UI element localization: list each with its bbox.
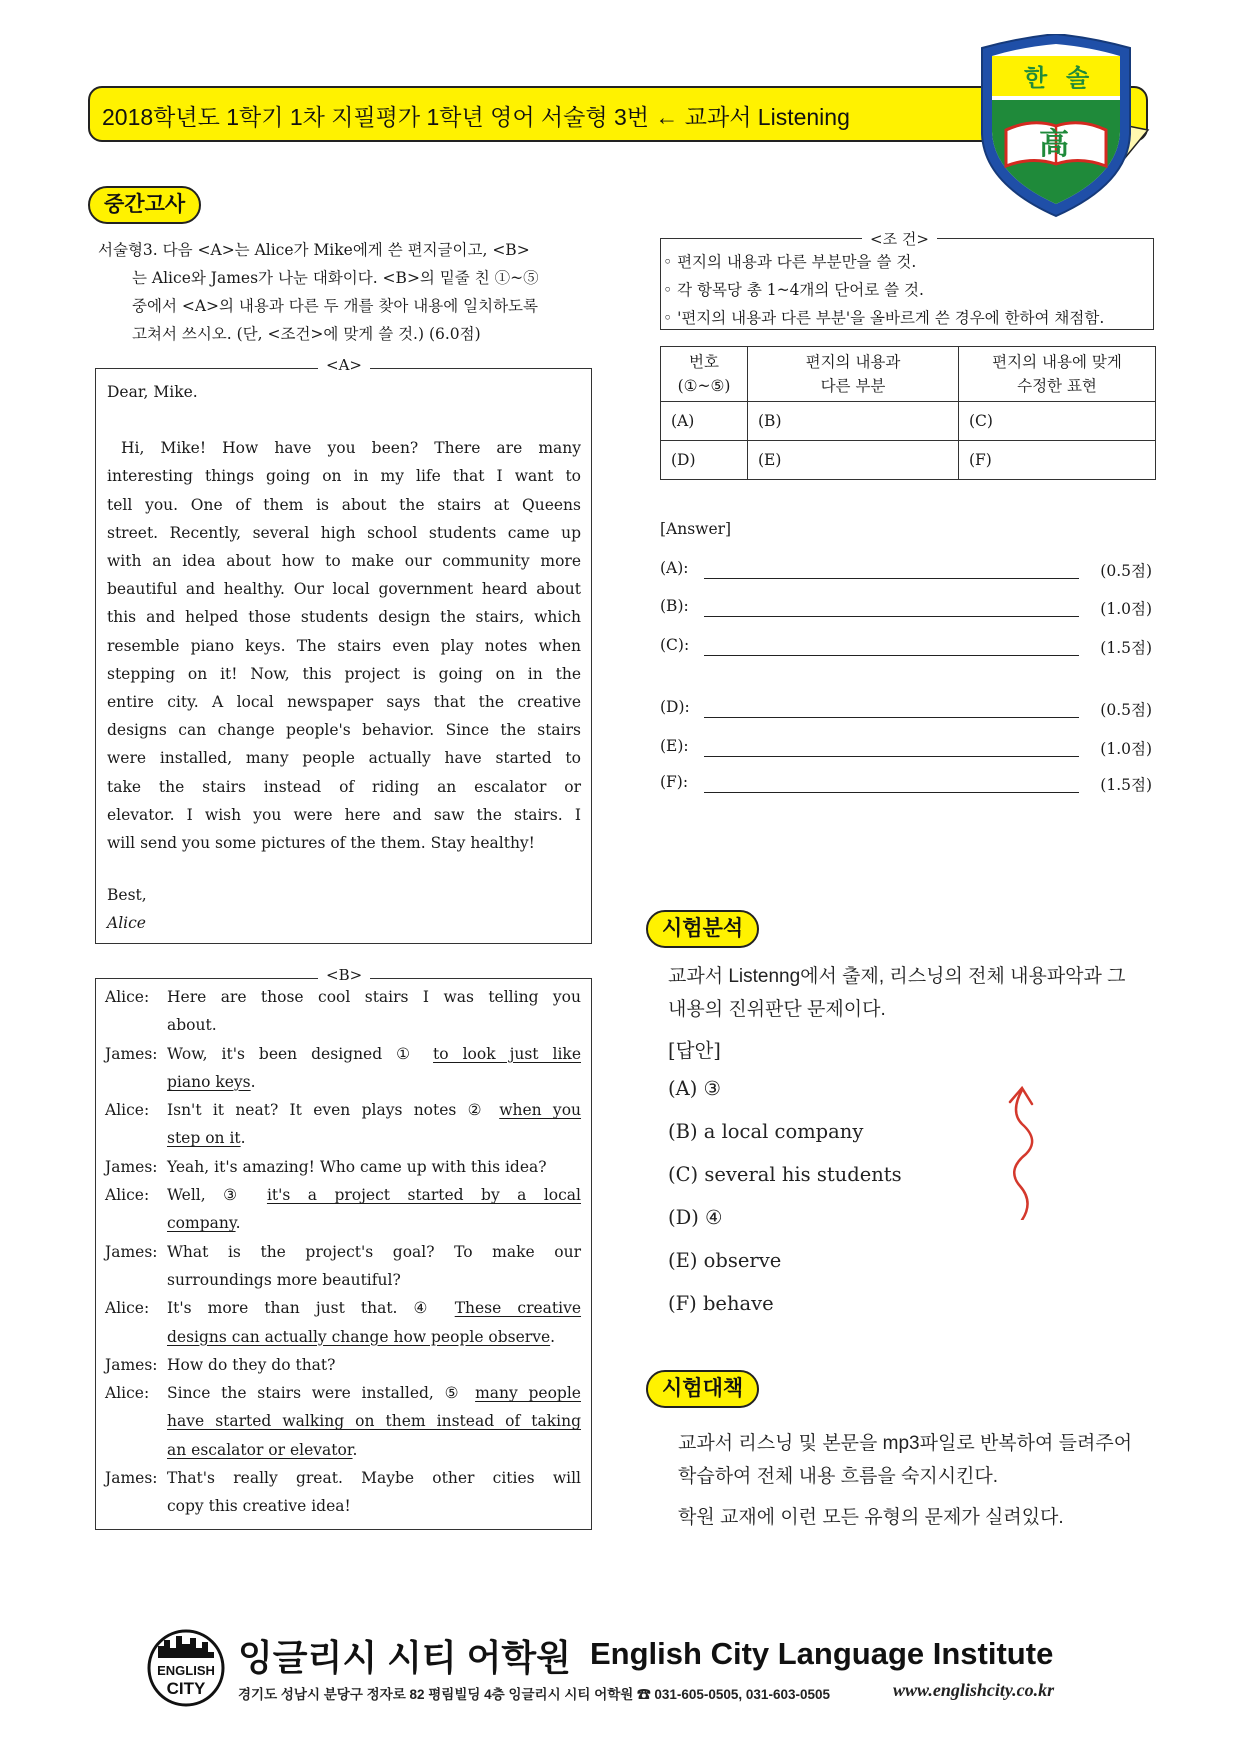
table-header-cell: 편지의 내용에 맞게 수정한 표현 <box>959 347 1156 402</box>
table-header-cell: 편지의 내용과 다른 부분 <box>748 347 959 402</box>
dialog-row <box>105 1464 581 1521</box>
letter-line: stepping on it! Now, this project is going on in the <box>107 664 581 683</box>
letter-line: beautiful and healthy. Our local government heard about <box>107 580 581 599</box>
dialog-line: How do they do that? <box>167 1355 336 1374</box>
solution-item: (D) ④ <box>668 1206 723 1229</box>
answer-table <box>660 346 1156 480</box>
letter-line: interesting things going on in my life that I want to <box>107 467 581 486</box>
answer-line <box>660 636 1152 664</box>
condition-item: ◦ '편지의 내용과 다른 부분'을 올바르게 쓴 경우에 한하여 채점함. <box>663 309 1105 327</box>
underlined-phrase: designs can actually change how people observe <box>167 1327 551 1346</box>
letter-line: resemble piano keys. The stairs even play notes when <box>107 636 581 655</box>
dialog-speaker: James: <box>105 1044 158 1063</box>
underlined-phrase: to look just like <box>433 1044 581 1063</box>
conditions-caption: <조 건> <box>862 228 937 249</box>
answer-line-label: (B): <box>660 597 689 615</box>
school-emblem <box>978 34 1134 218</box>
condition-item: ◦ 각 항목당 총 1~4개의 단어로 쓸 것. <box>663 281 924 299</box>
institute-name-english: English City Language Institute <box>590 1636 1054 1671</box>
dialog-line: That's really great. Maybe other cities will <box>167 1469 581 1488</box>
emblem-char-2: 솔 <box>1066 65 1090 92</box>
answer-points: (0.5점) <box>1100 701 1152 719</box>
letter-greeting: Dear, Mike. <box>107 383 198 401</box>
institute-name-korean: 잉글리시 시티 어학원 <box>238 1637 571 1678</box>
table-cell: (E) <box>748 441 959 480</box>
table-row <box>661 347 1156 402</box>
dialog-line: Isn't it neat? It even plays notes ② when you <box>167 1101 582 1120</box>
underlined-phrase: when you <box>499 1101 582 1120</box>
dialog-caption: <B> <box>318 966 370 984</box>
answer-points: (1.5점) <box>1100 639 1152 657</box>
dialog-line: step on it. <box>167 1129 246 1148</box>
dialog-speaker: Alice: <box>105 1101 150 1120</box>
midterm-tag: 중간고사 <box>88 186 201 224</box>
dialog-speaker: Alice: <box>105 1384 150 1403</box>
institute-address: 경기도 성남시 분당구 정자로 82 평림빌딩 4층 잉글리시 시티 어학원 ☎ 031-605-0505, 031-603-0505 <box>238 1687 830 1702</box>
question-line: 는 Alice와 James가 나눈 대화이다. <B>의 밑줄 친 ①~⑤ <box>132 269 539 287</box>
dialog-line: company. <box>167 1214 241 1233</box>
answer-blank <box>704 655 1079 656</box>
emblem-center-char: 高 <box>1039 127 1069 162</box>
dialog-row <box>105 1238 581 1295</box>
answer-points: (0.5점) <box>1100 562 1152 580</box>
english-city-logo <box>146 1628 226 1708</box>
answer-line <box>660 773 1152 801</box>
dialog-line: It's more than just that. ④ These creative <box>167 1299 582 1318</box>
solution-item: (F) behave <box>668 1292 774 1315</box>
answer-points: (1.5점) <box>1100 776 1152 794</box>
solution-item: (B) a local company <box>668 1120 864 1143</box>
letter-line: take the stairs instead of riding an escalator or <box>107 777 581 796</box>
analysis-tag: 시험분석 <box>646 910 759 948</box>
analysis-line: 내용의 진위판단 문제이다. <box>668 999 886 1020</box>
letter-line: were installed, many people actually have started to <box>107 749 581 768</box>
table-cell: (A) <box>661 402 748 441</box>
underlined-phrase: have started walking on them instead of taking <box>167 1412 581 1431</box>
solution-item: (E) observe <box>668 1249 782 1272</box>
dialog-row <box>105 1379 581 1464</box>
logo-text-1: ENGLISH <box>157 1663 215 1678</box>
question-prompt <box>98 236 590 348</box>
question-line: 중에서 <A>의 내용과 다른 두 개를 찾아 내용에 일치하도록 <box>132 297 538 315</box>
dialog-line: Well, ③ it's a project started by a local <box>167 1186 581 1205</box>
letter-line: designs can change people's behavior. Since the stairs <box>107 721 581 740</box>
answer-line-label: (F): <box>660 773 689 791</box>
dialog-row <box>105 1351 581 1379</box>
answer-blank <box>704 578 1079 579</box>
dialog-line: surroundings more beautiful? <box>167 1270 401 1289</box>
strategy-line: 학원 교재에 이런 모든 유형의 문제가 실려있다. <box>678 1507 1064 1528</box>
answer-line <box>660 737 1152 765</box>
answer-line <box>660 597 1152 625</box>
dialog-line: Here are those cool stairs I was telling you <box>167 988 581 1006</box>
analysis-line: 교과서 Listenng에서 출제, 리스닝의 전체 내용파악과 그 <box>668 966 1126 987</box>
strategy-line: 교과서 리스닝 및 본문을 mp3파일로 반복하여 들려주어 <box>678 1433 1133 1454</box>
table-cell: (D) <box>661 441 748 480</box>
dialog-speaker: James: <box>105 1157 158 1176</box>
table-cell: (F) <box>959 441 1156 480</box>
dialog-line: an escalator or elevator. <box>167 1440 358 1459</box>
letter-caption: <A> <box>318 356 370 374</box>
strategy-text <box>678 1427 1178 1534</box>
underlined-phrase: company <box>167 1214 236 1233</box>
underlined-phrase: it's a project started by a local <box>266 1186 581 1205</box>
conditions-list <box>663 248 1153 332</box>
letter-body <box>107 378 581 938</box>
answer-label: [Answer] <box>660 520 732 538</box>
table-header-cell: 번호 (①~⑤) <box>661 347 748 402</box>
dialog-line: What is the project's goal? To make our <box>167 1242 581 1261</box>
answer-line-label: (A): <box>660 559 689 577</box>
answer-blank <box>704 756 1079 757</box>
dialog-line: copy this creative idea! <box>167 1497 351 1516</box>
answer-line-label: (E): <box>660 737 689 755</box>
dialog-line: piano keys. <box>167 1072 256 1091</box>
underlined-phrase: piano keys <box>167 1072 251 1091</box>
answer-blank <box>704 616 1079 617</box>
page-title: 2018학년도 1학기 1차 지필평가 1학년 영어 서술형 3번 ← 교과서 Listening <box>102 104 850 130</box>
answer-line <box>660 559 1152 587</box>
letter-signature: Alice <box>107 914 146 933</box>
dialog-speaker: Alice: <box>105 988 150 1006</box>
dialog-line: Yeah, it's amazing! Who came up with this idea? <box>167 1157 547 1176</box>
letter-line: tell you. One of them is about the stairs at Queens <box>107 495 581 514</box>
condition-item: ◦ 편지의 내용과 다른 부분만을 쓸 것. <box>663 253 917 271</box>
table-row <box>661 402 1156 441</box>
question-line: 고쳐서 쓰시오. (단, <조건>에 맞게 쓸 것.) (6.0점) <box>132 325 481 343</box>
dialog-speaker: James: <box>105 1355 158 1374</box>
red-arrow-annotation <box>1000 1080 1050 1220</box>
letter-closing: Best, <box>107 886 147 905</box>
dialog-row <box>105 1181 581 1238</box>
solution-item: (C) several his students <box>668 1163 902 1186</box>
dialog-line: Since the stairs were installed, ⑤ many people <box>167 1384 581 1403</box>
dialog-line: about. <box>167 1016 217 1035</box>
dialog-row <box>105 1040 581 1097</box>
dialog-row <box>105 1153 581 1181</box>
answer-points: (1.0점) <box>1100 600 1152 618</box>
strategy-line: 학습하여 전체 내용 흐름을 숙지시킨다. <box>678 1466 999 1487</box>
institute-website: www.englishcity.co.kr <box>893 1680 1055 1700</box>
dialog-speaker: Alice: <box>105 1299 150 1318</box>
dialog-speaker: James: <box>105 1469 158 1488</box>
dialog-row <box>105 983 581 1040</box>
underlined-phrase: many people <box>475 1384 581 1403</box>
answer-blank <box>704 792 1079 793</box>
underlined-phrase: step on it <box>167 1129 241 1148</box>
underlined-phrase: These creative <box>454 1299 582 1318</box>
dialog-line: designs can actually change how people observe. <box>167 1327 556 1346</box>
strategy-tag: 시험대책 <box>646 1370 759 1408</box>
answer-blank <box>704 717 1079 718</box>
letter-line: Hi, Mike! How have you been? There are many <box>121 439 581 458</box>
answer-line-label: (C): <box>660 636 690 654</box>
underlined-phrase: an escalator or elevator <box>167 1440 353 1459</box>
solution-heading: [답안] <box>668 1039 721 1062</box>
dialog-line <box>167 1407 581 1435</box>
table-cell: (B) <box>748 402 959 441</box>
analysis-text <box>668 960 1168 1026</box>
answer-points: (1.0점) <box>1100 740 1152 758</box>
dialog-speaker: Alice: <box>105 1186 150 1205</box>
answer-line <box>660 698 1152 726</box>
dialog-row <box>105 1294 581 1351</box>
letter-line: with an idea about how to make our community more <box>107 552 581 571</box>
table-cell: (C) <box>959 402 1156 441</box>
letter-line: street. Recently, several high school students came up <box>107 523 581 542</box>
letter-line: will send you some pictures of the them. Stay healthy! <box>107 834 535 853</box>
table-row <box>661 441 1156 480</box>
letter-line: this and helped those students design the stairs, which <box>107 608 581 627</box>
dialog-body <box>105 983 581 1521</box>
letter-line: elevator. I wish you were here and saw the stairs. I <box>107 805 581 824</box>
letter-line: entire city. A local newspaper says that the creative <box>107 693 581 712</box>
dialog-line: Wow, it's been designed ① to look just like <box>167 1044 581 1063</box>
answer-line-label: (D): <box>660 698 690 716</box>
logo-text-2: CITY <box>166 1679 206 1698</box>
emblem-char-1: 한 <box>1024 65 1048 92</box>
dialog-speaker: James: <box>105 1242 158 1261</box>
dialog-row <box>105 1096 581 1153</box>
solution-item: (A) ③ <box>668 1077 721 1100</box>
question-line: 서술형3. 다음 <A>는 Alice가 Mike에게 쓴 편지글이고, <B> <box>98 241 530 259</box>
